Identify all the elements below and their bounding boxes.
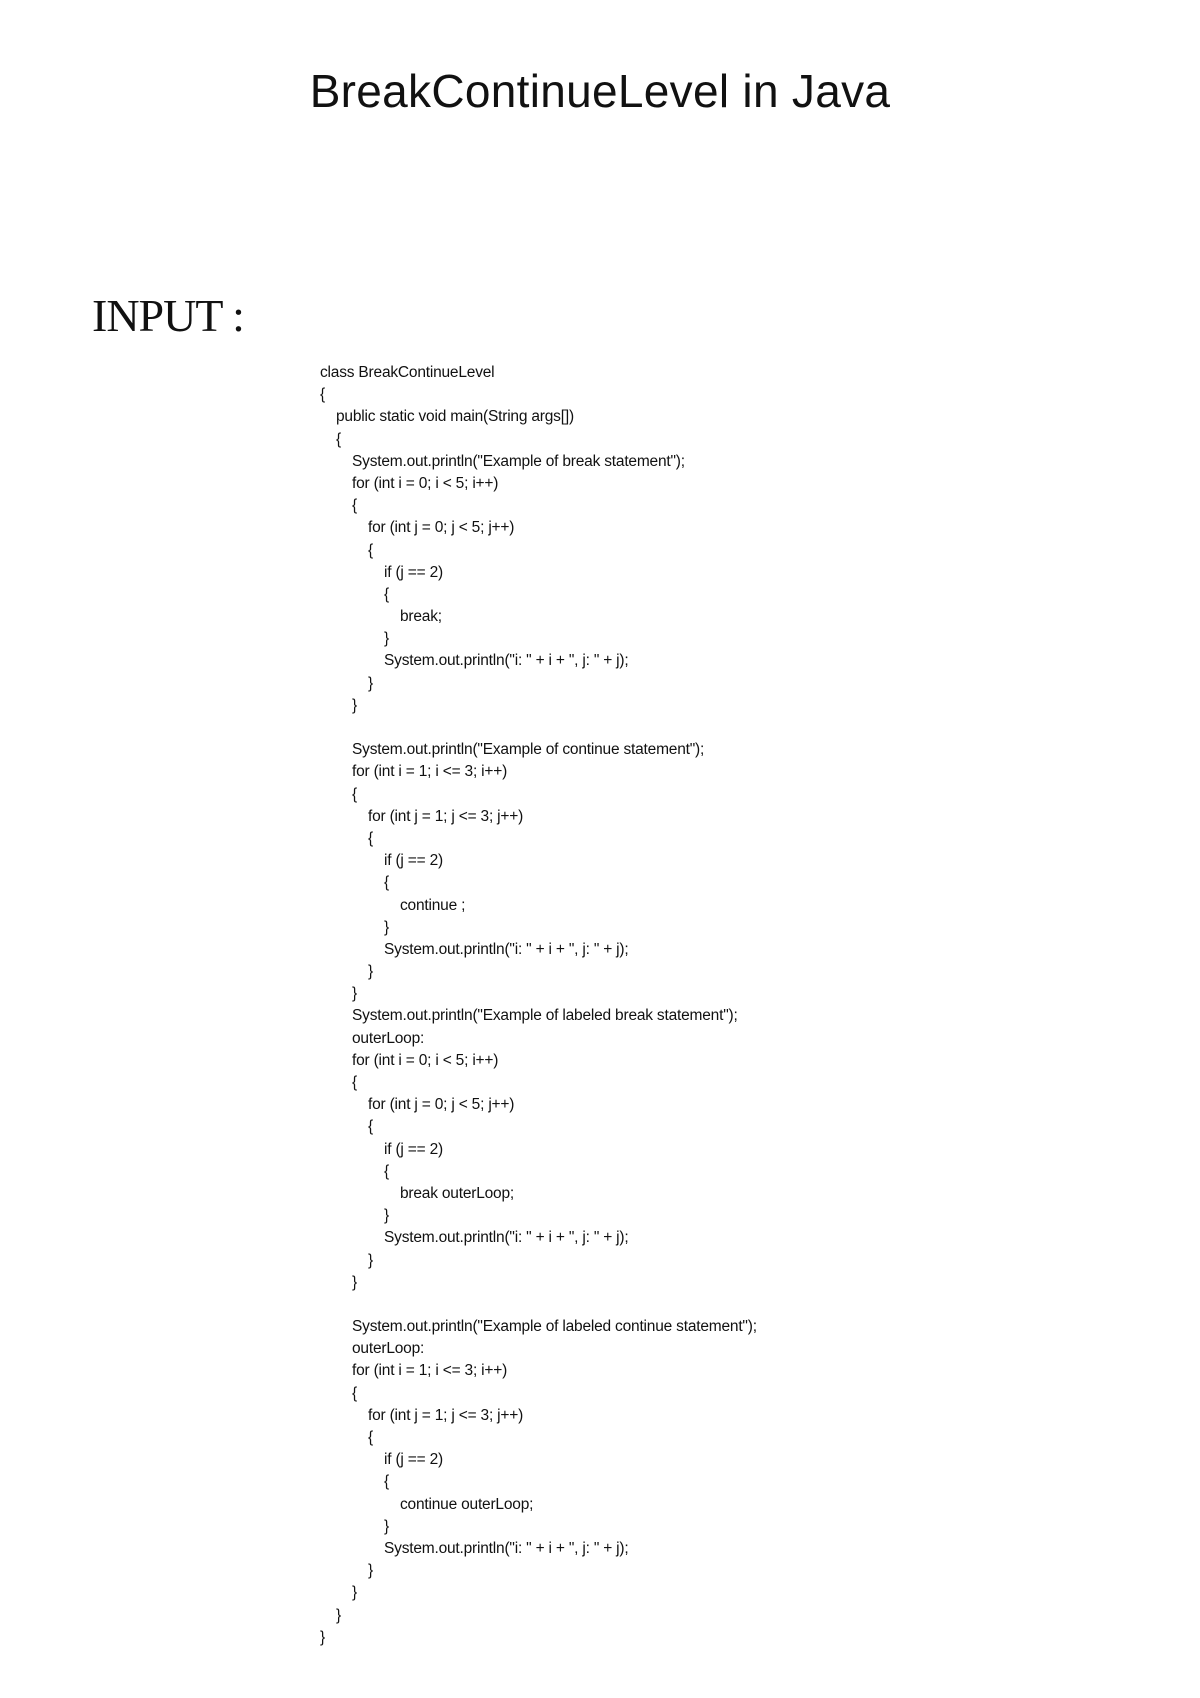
code-line: break outerLoop; [400,1184,514,1202]
code-line: } [384,1517,389,1535]
code-line: } [368,963,373,981]
code-line: System.out.println("Example of break statement"); [352,452,685,470]
code-line: continue outerLoop; [400,1495,534,1513]
code-line: } [352,1584,357,1602]
code-line: System.out.println("Example of labeled break statement"); [352,1007,738,1025]
code-line: System.out.println("Example of continue statement"); [352,741,705,759]
code-line: } [336,1606,341,1624]
code-line: System.out.println("i: " + i + ", j: " + j); [384,652,629,670]
code-line: { [352,497,357,515]
code-line: { [352,1074,357,1091]
code-line: { [384,585,389,603]
code-line: System.out.println("i: " + i + ", j: " + j); [384,940,629,958]
code-line: class BreakContinueLevel [320,364,495,381]
code-line: if (j == 2) [384,563,443,581]
code-line: for (int i = 1; i <= 3; i++) [352,1362,508,1380]
code-line: for (int j = 1; j <= 3; j++) [368,1406,524,1424]
input-section-heading: INPUT : [92,290,244,341]
code-line: outerLoop: [352,1029,425,1047]
code-line: { [368,1118,373,1136]
code-line: { [368,541,373,559]
code-line: } [384,630,389,648]
code-line: } [352,985,357,1003]
code-line: { [368,1429,373,1446]
code-line: for (int j = 0; j < 5; j++) [368,1096,515,1114]
code-line: } [368,674,373,692]
code-line: } [368,1251,373,1269]
code-line: } [352,696,357,714]
code-line: } [352,1273,357,1291]
code-line: { [320,386,325,404]
code-line [320,717,757,739]
code-line: if (j == 2) [384,1451,443,1469]
code-line: outerLoop: [352,1340,425,1358]
code-line: { [384,1162,389,1180]
code-line: for (int i = 1; i <= 3; i++) [352,763,508,781]
page-title: BreakContinueLevel in Java [309,65,891,117]
code-line: } [384,1207,389,1225]
code-line: for (int i = 0; i < 5; i++) [352,474,499,492]
code-line: System.out.println("Example of labeled continue statement"); [352,1318,757,1336]
code-line: if (j == 2) [384,852,443,870]
code-line: for (int j = 0; j < 5; j++) [368,519,515,537]
code-line [320,1294,757,1316]
code-line: for (int i = 0; i < 5; i++) [352,1051,499,1069]
code-line: } [320,1628,325,1646]
code-line: System.out.println("i: " + i + ", j: " + j); [384,1539,629,1557]
code-line: continue ; [400,896,466,914]
code-line: { [368,829,373,847]
code-line: } [384,918,389,936]
code-line: System.out.println("i: " + i + ", j: " + j); [384,1229,629,1247]
code-line: { [352,1384,357,1402]
code-line: public static void main(String args[]) [336,408,574,426]
code-line: break; [400,608,442,626]
code-line: { [336,430,341,448]
code-line: { [384,874,389,892]
code-line: if (j == 2) [384,1140,443,1158]
code-block [320,362,757,1649]
code-line: for (int j = 1; j <= 3; j++) [368,807,524,825]
code-line: { [352,785,357,803]
code-line: { [384,1473,389,1491]
code-line: } [368,1562,373,1580]
